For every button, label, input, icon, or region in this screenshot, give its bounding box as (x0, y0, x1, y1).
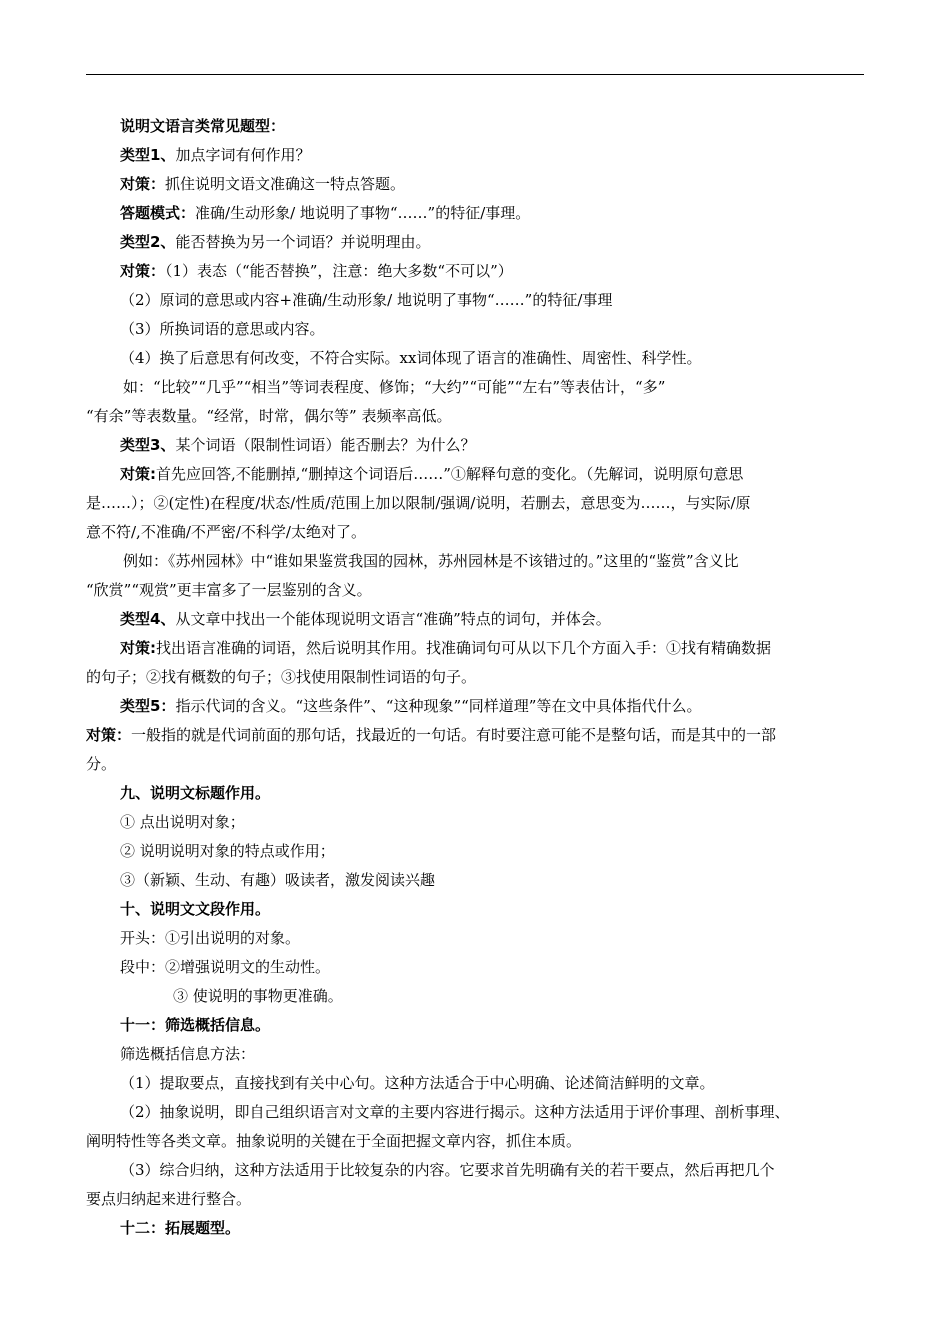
paragraph-line: （1）提取要点，直接找到有关中心句。这种方法适合于中心明确、论述简洁鲜明的文章。 (120, 1074, 715, 1092)
list-item: ③ 使说明的事物更准确。 (173, 987, 343, 1005)
paragraph-line: 意不符/,不准确/不严密/不科学/太绝对了。 (86, 523, 366, 541)
paragraph-line: 例如：《苏州园林》中“谁如果鉴赏我国的园林，苏州园林是不该错过的。”这里的“鉴赏”含义比 (123, 552, 739, 570)
paragraph-line: （3）综合归纳，这种方法适用于比较复杂的内容。它要求首先明确有关的若干要点，然后再把几个 (120, 1161, 775, 1179)
paragraph-line: 如：“比较”“几乎”“相当”等词表程度、修饰；“大约”“可能”“左右”等表估计，“多” (123, 378, 666, 396)
list-item: ③（新颖、生动、有趣）吸读者，激发阅读兴趣 (120, 871, 436, 889)
paragraph-line: （4）换了后意思有何改变，不符合实际。xx词体现了语言的准确性、周密性、科学性。 (120, 349, 702, 367)
paragraph-line: 类型5：指示代词的含义。“这些条件”、“这种现象”“同样道理”等在文中具体指代什么。 (120, 697, 702, 715)
paragraph-line: 对策:找出语言准确的词语，然后说明其作用。找准确词句可从以下几个方面入手：①找有精确数据 (120, 639, 772, 657)
paragraph-line: 对策:首先应回答,不能删掉,“删掉这个词语后……”①解释句意的变化。（先解词，说明原句意思 (120, 465, 744, 483)
paragraph-line: （2）抽象说明，即自己组织语言对文章的主要内容进行揭示。这种方法适用于评价事理、剖析事理、 (120, 1103, 790, 1121)
paragraph-line: 类型3、某个词语（限制性词语）能否删去？为什么？ (120, 436, 476, 454)
paragraph-line: 对策：抓住说明文语文准确这一特点答题。 (120, 175, 406, 193)
document-body (86, 112, 864, 1243)
header-rule (86, 74, 864, 75)
section-heading: 说明文语言类常见题型： (120, 117, 286, 135)
paragraph-line: 答题模式：准确/生动形象/ 地说明了事物“……”的特征/事理。 (120, 204, 531, 222)
paragraph-line: 对策：（1）表态（“能否替换”，注意：绝大多数“不可以”） (120, 262, 513, 280)
paragraph-line: 要点归纳起来进行整合。 (86, 1190, 252, 1208)
section-heading: 十二：拓展题型。 (120, 1219, 241, 1237)
paragraph-line: 筛选概括信息方法： (120, 1045, 256, 1063)
paragraph-line: 类型1、加点字词有何作用？ (120, 146, 311, 164)
list-item: 开头：①引出说明的对象。 (120, 929, 301, 947)
paragraph-line: “欣赏”“观赏”更丰富多了一层鉴别的含义。 (86, 581, 372, 599)
paragraph-line: （2）原词的意思或内容+准确/生动形象/ 地说明了事物“……”的特征/事理 (120, 291, 613, 309)
section-heading: 十、说明文文段作用。 (120, 900, 271, 918)
paragraph-line: “有余”等表数量。“经常，时常，偶尔等” 表频率高低。 (86, 407, 452, 425)
section-heading: 十一：筛选概括信息。 (120, 1016, 271, 1034)
paragraph-line: 的句子；②找有概数的句子；③找使用限制性词语的句子。 (86, 668, 477, 686)
list-item: 段中：②增强说明文的生动性。 (120, 958, 331, 976)
paragraph-line: 对策：一般指的就是代词前面的那句话，找最近的一句话。有时要注意可能不是整句话，而是其中的一部 (86, 726, 777, 744)
paragraph-line: 是……）；②(定性)在程度/状态/性质/范围上加以限制/强调/说明，若删去，意思变为……，与实际/原 (86, 494, 751, 512)
section-heading: 九、说明文标题作用。 (120, 784, 271, 802)
paragraph-line: （3）所换词语的意思或内容。 (120, 320, 325, 338)
paragraph-line: 分。 (86, 755, 117, 773)
list-item: ① 点出说明对象； (120, 813, 245, 831)
paragraph-line: 类型4、从文章中找出一个能体现说明文语言“准确”特点的词句，并体会。 (120, 610, 611, 628)
paragraph-line: 类型2、能否替换为另一个词语？并说明理由。 (120, 233, 431, 251)
paragraph-line: 阐明特性等各类文章。抽象说明的关键在于全面把握文章内容，抓住本质。 (86, 1132, 582, 1150)
list-item: ② 说明说明对象的特点或作用； (120, 842, 335, 860)
